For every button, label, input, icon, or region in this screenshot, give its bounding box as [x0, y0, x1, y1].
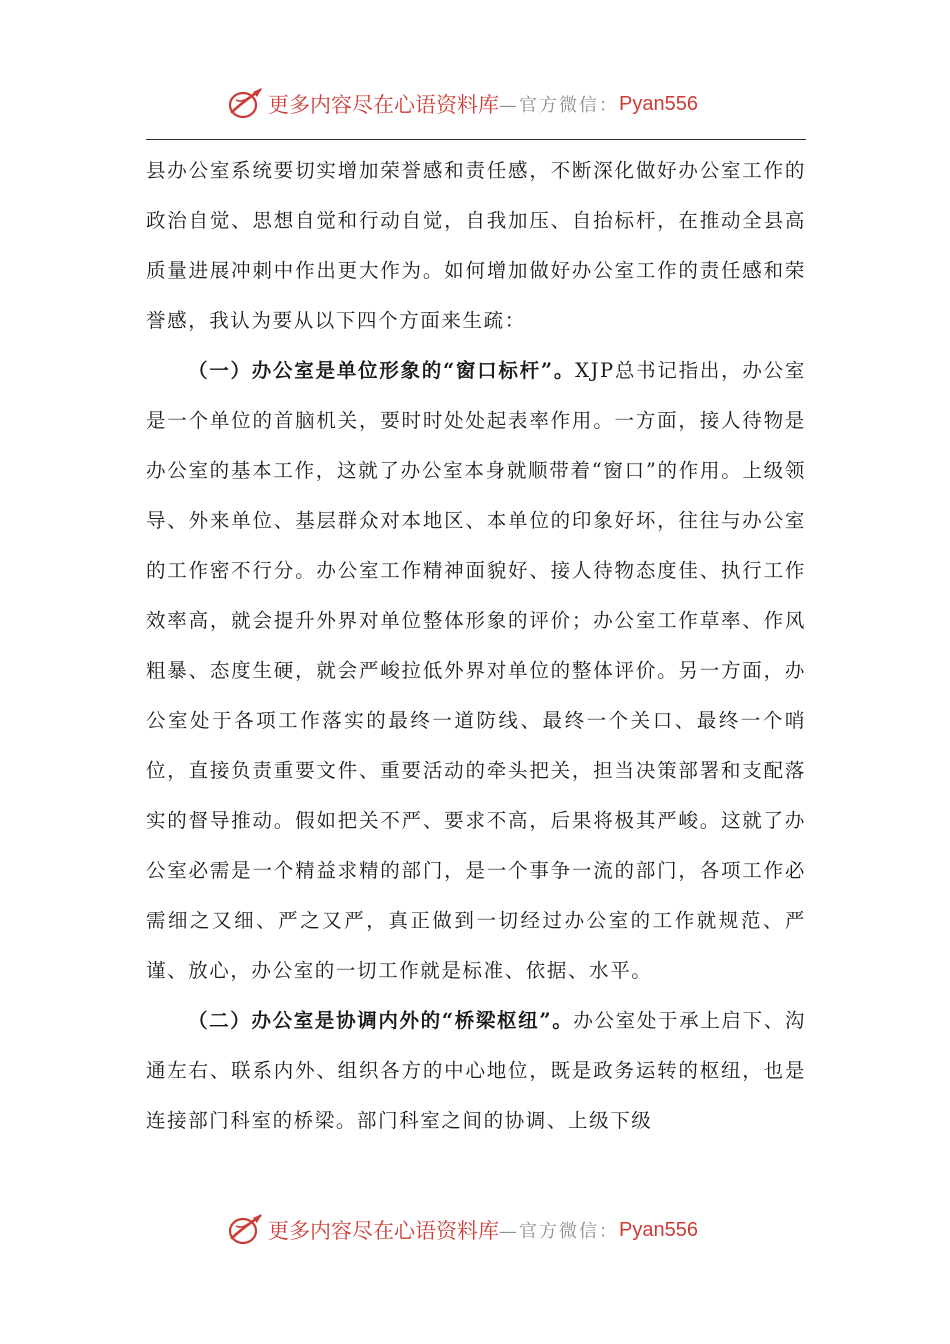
footer-wechat-label: —官方微信： — [499, 1221, 619, 1242]
section-1-text: XJP总书记指出，办公室是一个单位的首脑机关，要时时处处起表率作用。一方面，接人待物是办公室的基本工作，这就了办公室本身就顺带着“窗口”的作用。上级领导、外来单位、基层群众对本地区、本单位的印象好坏，往往与办公室的工作密不行分。办公室工作精神面貌好、接人待物态度佳、执行工作效率高，就会提升外界对单位整体形象的评价；办公室工作草率、作风粗暴、态度生硬，就会严峻拉低外界对单位的整体评价。另一方面，办公室处于各项工作落实的最终一道防线、最终一个关口、最终一个哨位，直接负责重要文件、重要活动的牵头把关，担当决策部署和支配落实的督导推动。假如把关不严、要求不高，后果将极其严峻。这就了办公室必需是一个精益求精的部门，是一个事争一流的部门，各项工作必需细之又细、严之又严，真正做到一切经过办公室的工作就规范、严谨、放心，办公室的一切工作就是标准、依据、水平。 — [146, 359, 806, 982]
section-2-paragraph — [146, 996, 806, 1146]
section-2-text: 办公室处于承上启下、沟通左右、联系内外、组织各方的中心地位，既是政务运转的枢纽，也是连接部门科室的桥梁。部门科室之间的协调、上级下级 — [146, 1009, 806, 1132]
document-body — [146, 146, 806, 1146]
section-1-paragraph — [146, 346, 806, 996]
section-1-heading: （一）办公室是单位形象的“窗口标杆”。 — [188, 359, 576, 382]
header-wechat-id: Pyan556 — [619, 92, 698, 115]
header-banner — [226, 84, 698, 124]
pen-logo-icon — [226, 86, 264, 122]
intro-paragraph: 县办公室系统要切实增加荣誉感和责任感，不断深化做好办公室工作的政治自觉、思想自觉和行动自觉，自我加压、自抬标杆，在推动全县高质量进展冲刺中作出更大作为。如何增加做好办公室工作的责任感和荣誉感，我认为要从以下四个方面来生疏： — [146, 159, 806, 332]
section-2-heading: （二）办公室是协调内外的“桥梁枢纽”。 — [188, 1009, 574, 1032]
header-wechat-label: —官方微信： — [499, 95, 619, 116]
pen-logo-icon — [226, 1212, 264, 1248]
footer-site-name: 更多内容尽在心语资料库 — [268, 1219, 499, 1243]
header-site-name: 更多内容尽在心语资料库 — [268, 93, 499, 117]
footer-wechat-id: Pyan556 — [619, 1218, 698, 1241]
footer-banner — [226, 1210, 698, 1250]
header-divider — [146, 139, 806, 140]
